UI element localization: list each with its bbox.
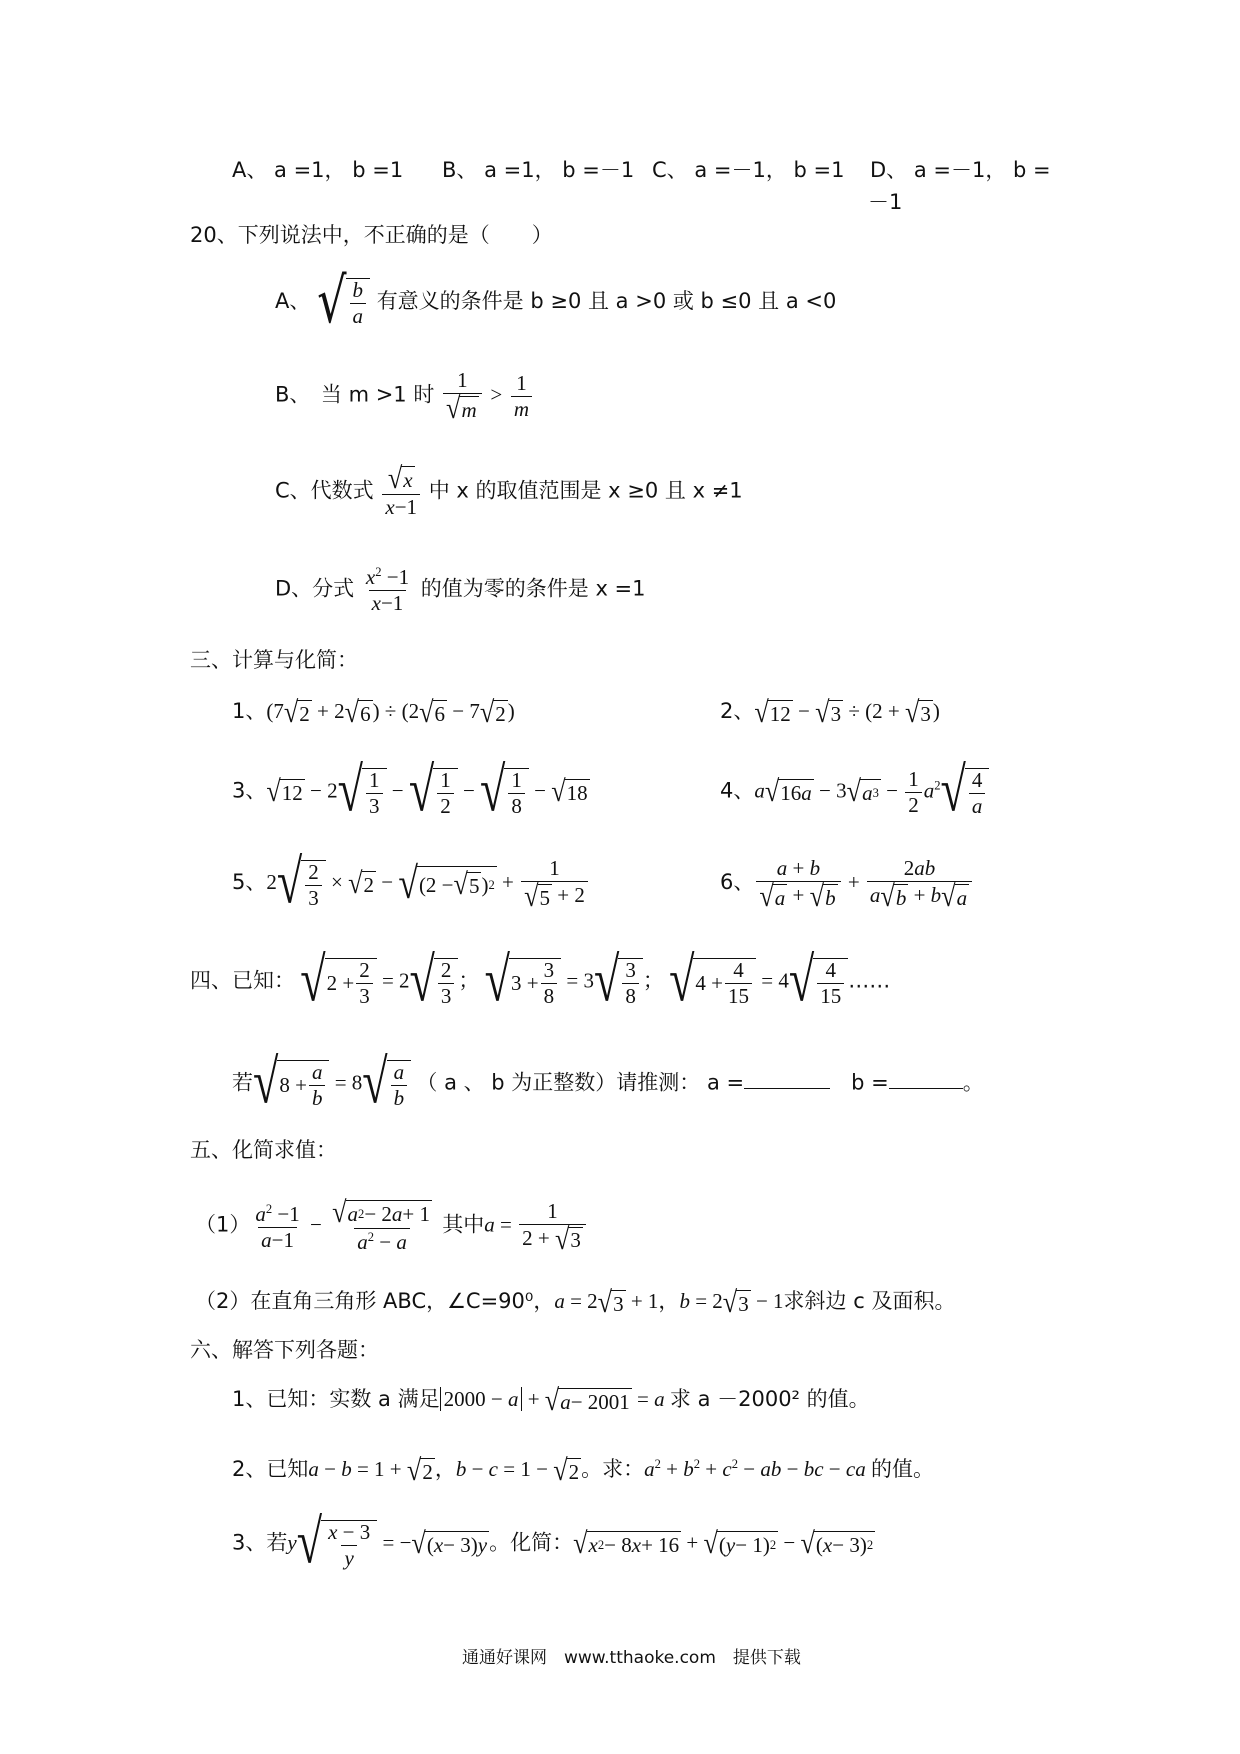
q2-text-b: 。求： — [581, 1457, 645, 1481]
q2-text-a: 2、已知 — [232, 1457, 309, 1481]
calc-3-label: 3、 — [232, 778, 267, 803]
calc-6: 6、 a + b √ a + √ b + 2ab a √ b + b √ a — [720, 858, 974, 910]
calc-1-label: 1、 — [232, 698, 267, 723]
q3-text-b: 。化简： — [489, 1530, 574, 1555]
q20-c-text: 中 x 的取值范围是 x ≥0 且 x ≠1 — [428, 478, 743, 503]
sqrt-b-over-a: √ b a — [317, 278, 370, 327]
q20-c-prefix: C、代数式 — [275, 478, 374, 503]
sec6-q1: 1、已知：实数 a 满足 2000 − a + √ a − 2001 = a 求 a －2000² 的值。 — [232, 1383, 870, 1418]
q20-option-c: C、代数式 √ x x−1 中 x 的取值范围是 x ≥0 且 x ≠1 — [275, 461, 743, 520]
p1-label: （1） — [195, 1212, 251, 1237]
calc-2-label: 2、 — [720, 698, 755, 723]
q3-text-a: 3、若 — [232, 1530, 288, 1555]
section-4-given: 四、已知： √ 2 + 2 3 = 2 √ 2 3 ； √ 3 + 3 8 = 3 √ 3 8 ； √ 4 + 4 15 = 4 √ 4 15 …… — [190, 945, 891, 1015]
q20-a-text: 有意义的条件是 b ≥0 且 a >0 或 b ≤0 且 a <0 — [376, 289, 837, 313]
calc-1: 1、(7 √ 2 + 2 √ 6 ) ÷ (2 √ 6 − 7 √ 2 ) — [232, 695, 515, 730]
q1-text-a: 1、已知：实数 a 满足 — [232, 1386, 440, 1411]
b-eq-label: b = — [851, 1070, 889, 1095]
calc-5-label: 5、 — [232, 869, 267, 894]
q19-option-a: A、 a =1， b =1 — [232, 158, 404, 182]
section-6-title: 六、解答下列各题： — [190, 1338, 379, 1362]
calc-4-label: 4、 — [720, 778, 755, 803]
q19-option-d: D、 a =－1， b = — [870, 158, 1051, 182]
sec5-part-2: （2）在直角三角形 ABC，∠C=90⁰，a = 2 √ 3 + 1，b = 2 √ 3 − 1求斜边 c 及面积。 — [195, 1285, 956, 1320]
q19-option-b: B、 a =1， b =－1 — [442, 158, 635, 182]
q20-a-prefix: A、 — [275, 289, 311, 313]
sep-2: ； — [642, 968, 664, 993]
p1-mid: 其中 — [442, 1212, 485, 1237]
q20-d-text: 的值为零的条件是 x =1 — [420, 576, 646, 601]
calc-6-label: 6、 — [720, 869, 755, 894]
sep-1: ； — [458, 968, 480, 993]
ruo-label: 若 — [232, 1070, 253, 1095]
p2-text: （2）在直角三角形 ABC，∠C=90⁰， — [195, 1288, 555, 1313]
calc-5: 5、2 √ 2 3 × √ 2 − √ (2 − √ 5 ) 2 + 1 √ 5 + 2 — [232, 858, 590, 910]
q20-option-d: D、分式 $\frac{x^2 -1}{x-1}$ 的值为零的条件是 x =1 — [275, 565, 646, 615]
end-mark: 。 — [962, 1070, 984, 1095]
section-5-title: 五、化简求值： — [190, 1138, 337, 1162]
p2-tail: 求斜边 c 及面积。 — [783, 1288, 956, 1313]
q1-text-b: 求 a －2000² 的值。 — [669, 1386, 870, 1411]
sec6-q3: 3、若y √ x − 3 y = − √ ( x − 3) y 。化简： √ x 2 − 8 x + 16 + √ ( y − 1) 2 − √ ( x − 3) 2 — [232, 1507, 874, 1577]
calc-3: 3、 √ 12 − 2 √ 1 3 − √ 1 2 − √ 1 8 − √ 18 — [232, 755, 588, 825]
q20-d-prefix: D、分式 — [275, 576, 355, 601]
calc-4: 4、a √ 16 a − 3 √ a 3 − $\frac{1}{2}$ $a^2$ √ 4 a — [720, 768, 989, 817]
guess-condition: （ a 、 b 为正整数）请推测： a = — [416, 1070, 745, 1095]
q20-option-b: B、 当 m >1 时 1 √ m > $\frac{1}{m}$ — [275, 370, 534, 422]
q19-option-c: C、 a =－1， b =1 — [652, 158, 845, 182]
section-3-title: 三、计算与化简： — [190, 648, 358, 672]
footer-text: 通通好课网 www.tthaoke.com 提供下载 — [462, 1648, 801, 1668]
section-4-title: 四、已知： — [190, 968, 295, 993]
answer-blank-a[interactable] — [744, 1070, 830, 1089]
q2-text-c: 的值。 — [870, 1457, 934, 1481]
ellipsis: …… — [848, 968, 891, 993]
q19-option-d-cont: －1 — [868, 190, 903, 214]
q20-b-prefix: B、 当 m >1 时 — [275, 382, 435, 407]
answer-blank-b[interactable] — [889, 1070, 963, 1089]
sec6-q2: 2、已知a − b = 1 + √ 2 ，b − c = 1 − √ 2 。求：$a^2 + b^2 + c^2$ − ab − bc − ca 的值。 — [232, 1453, 934, 1488]
section-4-guess: 若 √ 8 + a b = 8 √ a b （ a 、 b 为正整数）请推测： a = b = 。 — [232, 1047, 984, 1117]
calc-2: 2、 √ 12 − √ 3 ÷ (2 + √ 3 ) — [720, 695, 940, 730]
sec5-part-1: （1） $\frac{a^2 -1}{a-1}$ − √ a 2 − 2 a + 1 $a^2 - a$ 其中a = 1 2 + √ 3 — [195, 1200, 588, 1253]
q20-option-a — [275, 264, 837, 337]
q20-stem: 20、下列说法中，不正确的是（ ） — [190, 223, 553, 247]
